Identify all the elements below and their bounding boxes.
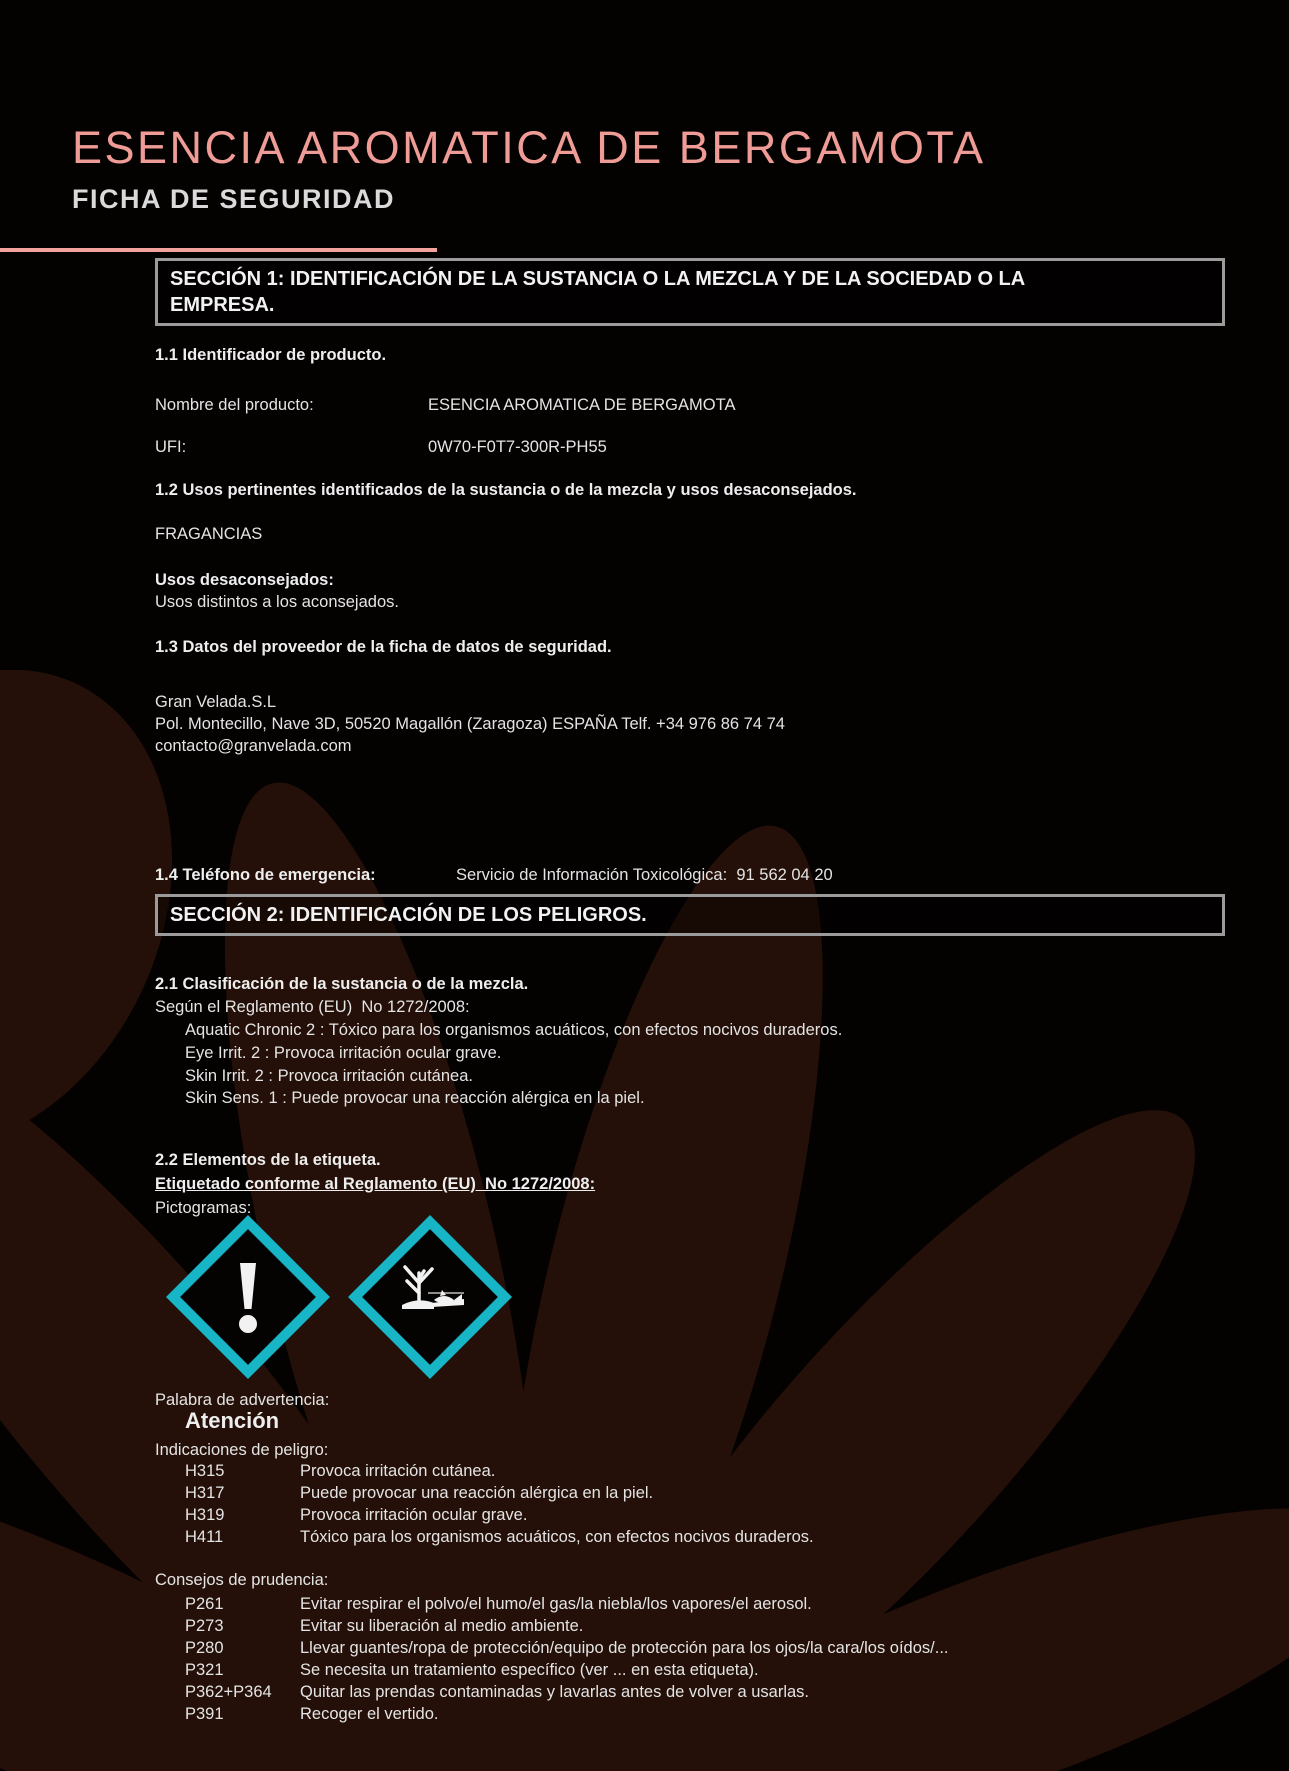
heading-1-3: 1.3 Datos del proveedor de la ficha de datos de seguridad. — [155, 638, 612, 656]
precaution-code: P321 — [185, 1661, 224, 1679]
precaution-text: Llevar guantes/ropa de protección/equipo de protección para los ojos/la cara/los oídos/... — [300, 1639, 949, 1657]
precaution-text: Se necesita un tratamiento específico (ver ... en esta etiqueta). — [300, 1661, 759, 1679]
classification-item: Skin Sens. 1 : Puede provocar una reacción alérgica en la piel. — [185, 1089, 645, 1107]
section2-header-line: SECCIÓN 2: IDENTIFICACIÓN DE LOS PELIGROS. — [170, 904, 647, 926]
product-title: ESENCIA AROMATICA DE BERGAMOTA — [72, 122, 986, 173]
ufi-value: 0W70-F0T7-300R-PH55 — [428, 438, 607, 456]
product-name-label: Nombre del producto: — [155, 396, 314, 414]
precaution-code: P362+P364 — [185, 1683, 272, 1701]
hazard-text: Provoca irritación cutánea. — [300, 1462, 496, 1480]
hazard-text: Provoca irritación ocular grave. — [300, 1506, 528, 1524]
uses-value: FRAGANCIAS — [155, 525, 263, 543]
supplier-email: contacto@granvelada.com — [155, 737, 352, 755]
labeling-heading: Etiquetado conforme al Reglamento (EU) No 1272/2008: — [155, 1175, 596, 1193]
classification-item: Aquatic Chronic 2 : Tóxico para los organismos acuáticos, con efectos nocivos duraderos. — [185, 1021, 843, 1039]
signal-word: Atención — [185, 1408, 280, 1433]
product-name-value: ESENCIA AROMATICA DE BERGAMOTA — [428, 396, 736, 414]
classification-item: Eye Irrit. 2 : Provoca irritación ocular grave. — [185, 1044, 502, 1062]
uses-discouraged-label: Usos desaconsejados: — [155, 571, 334, 589]
precaution-code: P261 — [185, 1595, 224, 1613]
precaution-text: Quitar las prendas contaminadas y lavarlas antes de volver a usarlas. — [300, 1683, 810, 1701]
signal-word-label: Palabra de advertencia: — [155, 1391, 330, 1409]
classification-item: Skin Irrit. 2 : Provoca irritación cutánea. — [185, 1067, 473, 1085]
section1-header-box — [155, 258, 1225, 326]
precaution-code: P391 — [185, 1705, 224, 1723]
hazards-label: Indicaciones de peligro: — [155, 1441, 329, 1459]
accent-divider — [0, 248, 437, 252]
emergency-phone-value: Servicio de Información Toxicológica: 91 562 04 20 — [456, 866, 833, 884]
uses-discouraged-value: Usos distintos a los aconsejados. — [155, 593, 399, 611]
section1-header-line2: EMPRESA. — [170, 294, 275, 316]
document-subtitle: FICHA DE SEGURIDAD — [72, 184, 396, 214]
ufi-label: UFI: — [155, 438, 187, 456]
hazard-code: H411 — [185, 1528, 224, 1546]
regulation-line: Según el Reglamento (EU) No 1272/2008: — [155, 998, 470, 1016]
precaution-text: Evitar respirar el polvo/el humo/el gas/la niebla/los vapores/el aerosol. — [300, 1595, 812, 1613]
supplier-address: Pol. Montecillo, Nave 3D, 50520 Magallón (Zaragoza) ESPAÑA Telf. +34 976 86 74 74 — [155, 715, 785, 733]
heading-1-1: 1.1 Identificador de producto. — [155, 346, 387, 364]
heading-1-4: 1.4 Teléfono de emergencia: — [155, 866, 376, 884]
section2-header-box — [155, 894, 1225, 936]
precautions-label: Consejos de prudencia: — [155, 1571, 329, 1589]
supplier-name: Gran Velada.S.L — [155, 693, 277, 711]
heading-2-1: 2.1 Clasificación de la sustancia o de la mezcla. — [155, 975, 529, 993]
precaution-text: Recoger el vertido. — [300, 1705, 439, 1723]
hazard-text: Puede provocar una reacción alérgica en la piel. — [300, 1484, 654, 1502]
section1-header-line1: SECCIÓN 1: IDENTIFICACIÓN DE LA SUSTANCIA O LA MEZCLA Y DE LA SOCIEDAD O LA — [170, 268, 1026, 290]
exclamation-mark-icon — [190, 1239, 306, 1355]
heading-2-2: 2.2 Elementos de la etiqueta. — [155, 1151, 381, 1169]
pictograms-label: Pictogramas: — [155, 1199, 252, 1217]
hazard-text: Tóxico para los organismos acuáticos, con efectos nocivos duraderos. — [300, 1528, 814, 1546]
hazard-code: H317 — [185, 1484, 225, 1502]
precaution-code: P280 — [185, 1639, 224, 1657]
hazard-code: H319 — [185, 1506, 225, 1524]
precaution-text: Evitar su liberación al medio ambiente. — [300, 1617, 584, 1635]
precaution-code: P273 — [185, 1617, 224, 1635]
environment-icon — [372, 1239, 488, 1355]
hazard-code: H315 — [185, 1462, 225, 1480]
heading-1-2: 1.2 Usos pertinentes identificados de la sustancia o de la mezcla y usos desaconsejados. — [155, 481, 857, 499]
